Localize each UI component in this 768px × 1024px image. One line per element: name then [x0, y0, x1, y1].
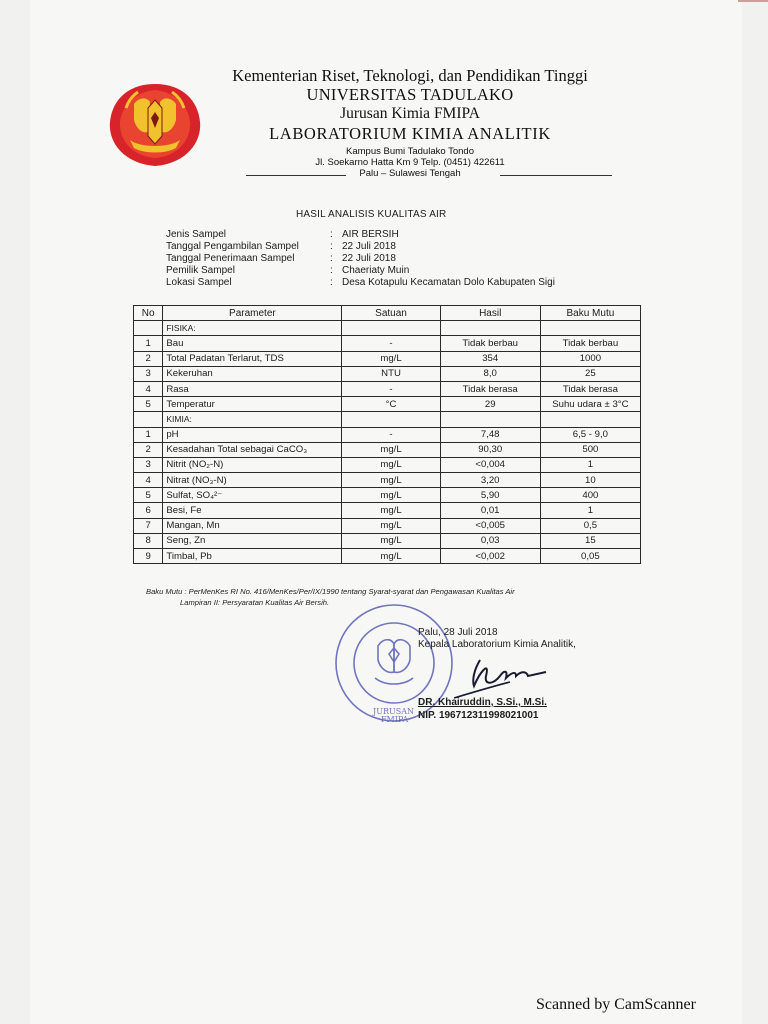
signer-nip: NIP. 196712311998021001 [418, 710, 539, 721]
header-rule-left [246, 175, 346, 176]
result-cell: Tidak berasa [440, 381, 540, 396]
unit-cell: mg/L [342, 442, 440, 457]
campus-name: Kampus Bumi Tadulako Tondo [346, 146, 474, 157]
parameter-cell: Seng, Zn [163, 533, 342, 548]
table-row [134, 366, 641, 381]
section-row-fisika [134, 321, 641, 336]
result-cell: 354 [440, 351, 540, 366]
parameter-cell: Kesadahan Total sebagai CaCO₃ [163, 442, 342, 457]
unit-cell: mg/L [342, 503, 440, 518]
department-name: Jurusan Kimia FMIPA [340, 105, 480, 122]
parameter-cell: Timbal, Pb [163, 549, 342, 564]
signer-name: DR. Khairuddin, S.Si., M.Si. [418, 697, 547, 708]
parameter-cell: Total Padatan Terlarut, TDS [163, 351, 342, 366]
section-label: FISIKA: [163, 321, 342, 336]
info-value: AIR BERSIH [342, 229, 399, 240]
result-cell: 0,01 [440, 503, 540, 518]
standard-cell: 500 [540, 442, 640, 457]
header-parameter: Parameter [163, 306, 342, 321]
table-body [134, 321, 641, 564]
standard-cell: 1 [540, 503, 640, 518]
result-cell: 90,30 [440, 442, 540, 457]
sample-info-row: Lokasi Sampel : Desa Kotapulu Kecamatan Dolo Kabupaten Sigi [166, 277, 555, 288]
unit-cell: mg/L [342, 518, 440, 533]
note-line-2: Lampiran II: Persyaratan Kualitas Air Bersih. [180, 598, 330, 607]
letterhead [200, 66, 620, 179]
table-row [134, 351, 641, 366]
parameter-cell: Sulfat, SO₄²⁻ [163, 488, 342, 503]
standard-cell: 1 [540, 457, 640, 472]
scanner-watermark: Scanned by CamScanner [536, 996, 696, 1013]
header-no: No [134, 306, 163, 321]
unit-cell: mg/L [342, 351, 440, 366]
university-logo [108, 82, 202, 168]
unit-cell: mg/L [342, 457, 440, 472]
result-cell: 8,0 [440, 366, 540, 381]
header-hasil: Hasil [440, 306, 540, 321]
standard-cell: 25 [540, 366, 640, 381]
table-row [134, 397, 641, 412]
table-row [134, 336, 641, 351]
row-no: 1 [134, 336, 163, 351]
parameter-cell: Kekeruhan [163, 366, 342, 381]
standard-cell: Tidak berbau [540, 336, 640, 351]
unit-cell: NTU [342, 366, 440, 381]
row-no: 4 [134, 473, 163, 488]
university-name: UNIVERSITAS TADULAKO [306, 85, 514, 104]
table-row [134, 503, 641, 518]
table-row [134, 381, 641, 396]
section-row-kimia [134, 412, 641, 427]
header-satuan: Satuan [342, 306, 440, 321]
table-row [134, 442, 641, 457]
standard-cell: 15 [540, 533, 640, 548]
table-row [134, 473, 641, 488]
ministry-name: Kementerian Riset, Teknologi, dan Pendidikan Tinggi [232, 66, 588, 85]
row-no: 4 [134, 381, 163, 396]
table-row [134, 549, 641, 564]
info-value: Chaeriaty Muin [342, 265, 410, 276]
table-row [134, 518, 641, 533]
unit-cell: mg/L [342, 473, 440, 488]
parameter-cell: Bau [163, 336, 342, 351]
standard-cell: Suhu udara ± 3°C [540, 397, 640, 412]
section-label: KIMIA: [163, 412, 342, 427]
unit-cell: - [342, 336, 440, 351]
unit-cell: - [342, 427, 440, 442]
stamp-text-fmipa: FMIPA [381, 715, 409, 724]
standard-cell: 0,05 [540, 549, 640, 564]
unit-cell: °C [342, 397, 440, 412]
standard-cell: 400 [540, 488, 640, 503]
parameter-cell: Mangan, Mn [163, 518, 342, 533]
row-no: 7 [134, 518, 163, 533]
result-cell: 7,48 [440, 427, 540, 442]
table-row [134, 533, 641, 548]
standard-cell: Tidak berasa [540, 381, 640, 396]
sample-info-row: Tanggal Penerimaan Sampel : 22 Juli 2018 [166, 253, 396, 264]
result-cell: <0,002 [440, 549, 540, 564]
header-rule-right [500, 175, 612, 176]
info-value: 22 Juli 2018 [342, 241, 396, 252]
row-no: 8 [134, 533, 163, 548]
row-no: 5 [134, 397, 163, 412]
report-title: HASIL ANALISIS KUALITAS AIR [296, 209, 447, 220]
place-date: Palu, 28 Juli 2018 [418, 627, 498, 638]
sample-info-row: Jenis Sampel : AIR BERSIH [166, 229, 399, 240]
table-row [134, 427, 641, 442]
header-baku-mutu: Baku Mutu [540, 306, 640, 321]
address: Jl. Soekarno Hatta Km 9 Telp. (0451) 422611 [315, 157, 505, 168]
result-cell: 5,90 [440, 488, 540, 503]
row-no: 1 [134, 427, 163, 442]
row-no: 9 [134, 549, 163, 564]
info-label: Lokasi Sampel [166, 277, 232, 288]
unit-cell: mg/L [342, 533, 440, 548]
table-row [134, 488, 641, 503]
standard-cell: 10 [540, 473, 640, 488]
stamp-text-jurusan: JURUSAN [373, 707, 414, 716]
parameter-cell: Besi, Fe [163, 503, 342, 518]
row-no: 6 [134, 503, 163, 518]
laboratory-name: LABORATORIUM KIMIA ANALITIK [269, 124, 551, 143]
info-value: 22 Juli 2018 [342, 253, 396, 264]
info-value: Desa Kotapulu Kecamatan Dolo Kabupaten Sigi [342, 277, 555, 288]
row-no: 2 [134, 442, 163, 457]
table-row [134, 457, 641, 472]
parameter-cell: pH [163, 427, 342, 442]
result-cell: Tidak berbau [440, 336, 540, 351]
table-header-row [134, 306, 641, 321]
standard-cell: 0,5 [540, 518, 640, 533]
sample-info [166, 229, 555, 289]
row-no: 3 [134, 366, 163, 381]
row-no: 3 [134, 457, 163, 472]
row-no: 5 [134, 488, 163, 503]
info-label: Tanggal Pengambilan Sampel [166, 241, 299, 252]
result-cell: 0,03 [440, 533, 540, 548]
result-cell: <0,004 [440, 457, 540, 472]
note-line-1: Baku Mutu : PerMenKes RI No. 416/MenKes/Per/IX/1990 tentang Syarat-syarat dan Pengawasan Kualitas Air [146, 587, 515, 596]
parameter-cell: Rasa [163, 381, 342, 396]
results-table [133, 305, 641, 564]
info-label: Tanggal Penerimaan Sampel [166, 253, 295, 264]
city: Palu – Sulawesi Tengah [359, 168, 461, 179]
info-label: Pemilik Sampel [166, 265, 235, 276]
result-cell: 3,20 [440, 473, 540, 488]
row-no: 2 [134, 351, 163, 366]
parameter-cell: Nitrit (NO₂-N) [163, 457, 342, 472]
parameter-cell: Nitrat (NO₃-N) [163, 473, 342, 488]
sample-info-row: Pemilik Sampel : Chaeriaty Muin [166, 265, 410, 276]
signer-position: Kepala Laboratorium Kimia Analitik, [418, 639, 576, 650]
standard-cell: 6,5 - 9,0 [540, 427, 640, 442]
result-cell: 29 [440, 397, 540, 412]
unit-cell: mg/L [342, 488, 440, 503]
edge-mark [738, 0, 768, 2]
info-label: Jenis Sampel [166, 229, 227, 240]
unit-cell: mg/L [342, 549, 440, 564]
result-cell: <0,005 [440, 518, 540, 533]
unit-cell: - [342, 381, 440, 396]
sample-info-row: Tanggal Pengambilan Sampel : 22 Juli 2018 [166, 241, 396, 252]
parameter-cell: Temperatur [163, 397, 342, 412]
standard-cell: 1000 [540, 351, 640, 366]
